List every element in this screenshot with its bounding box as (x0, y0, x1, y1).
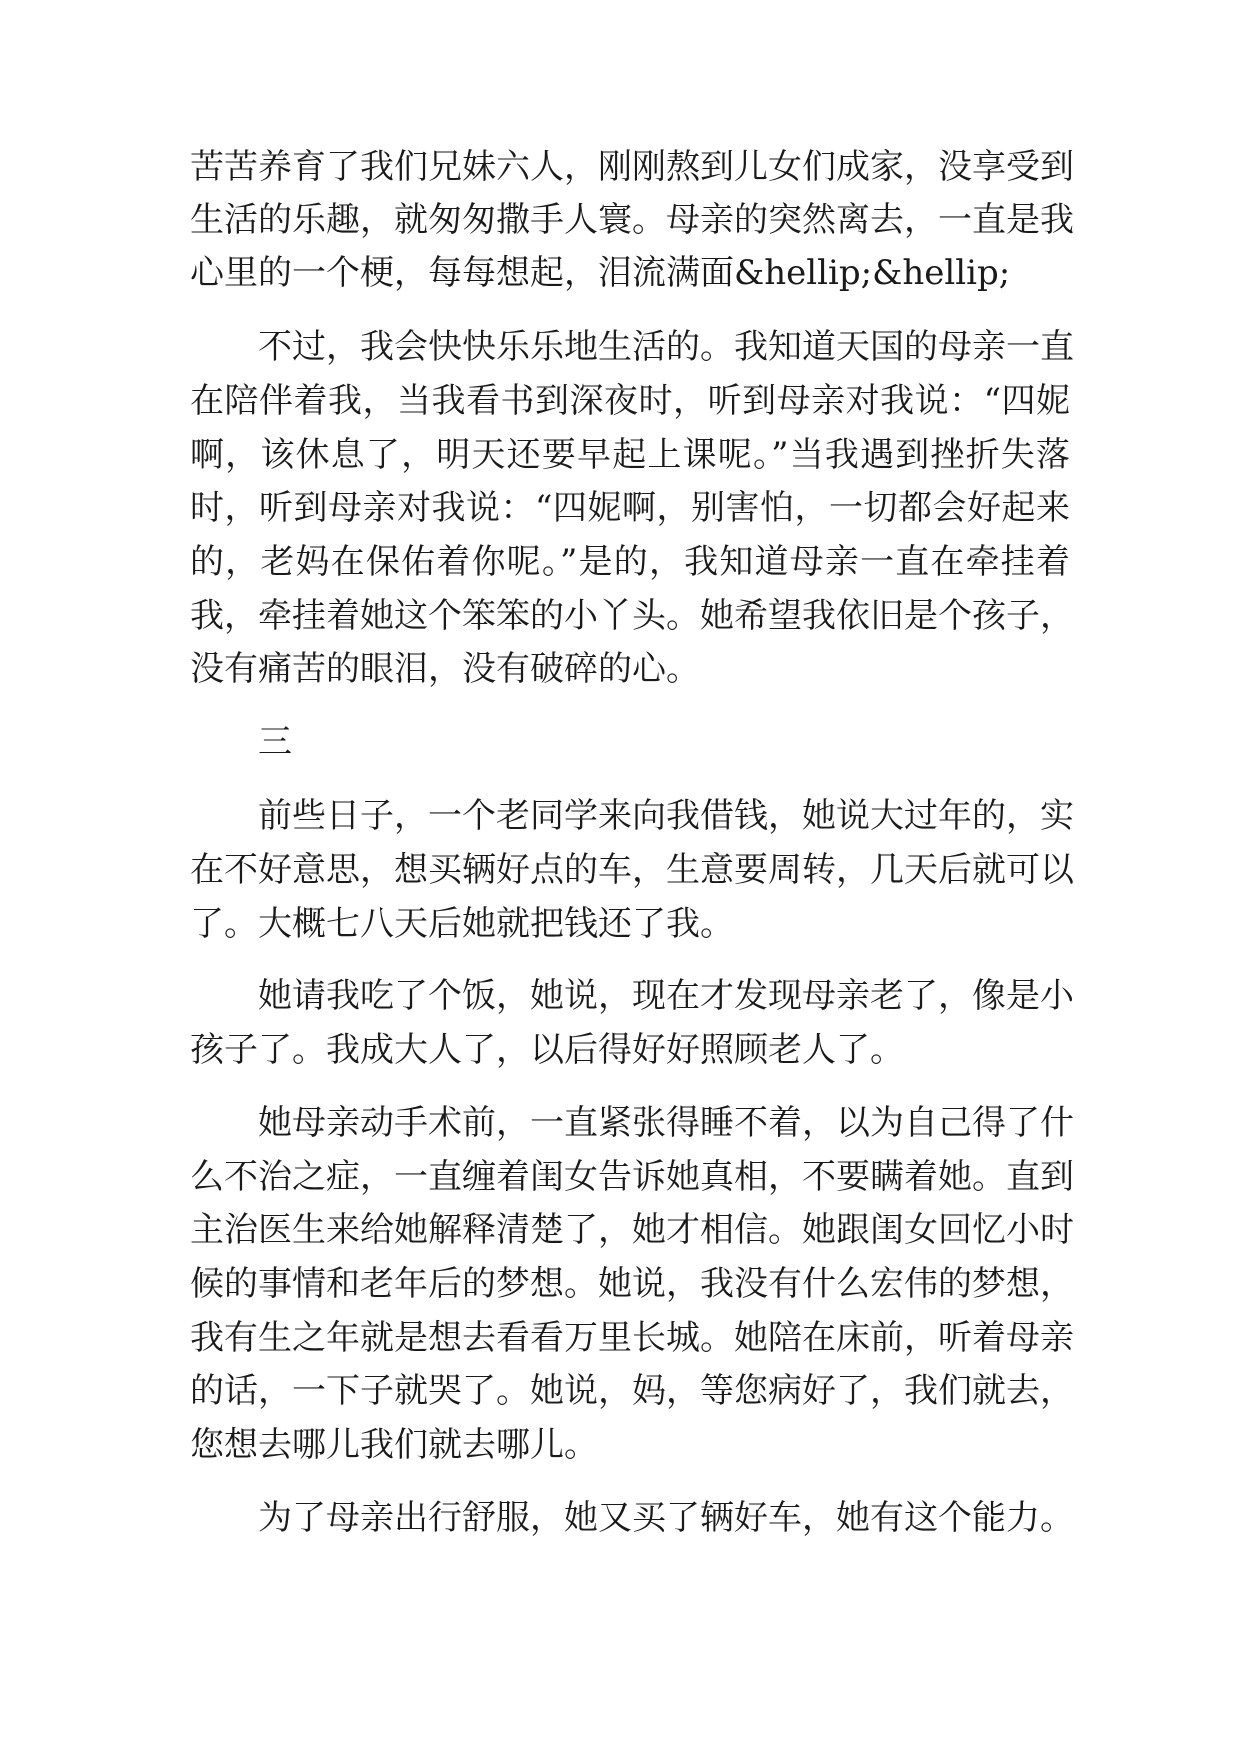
text-line: 的话，一下子就哭了。她说，妈，等您病好了，我们就去， (190, 1371, 1074, 1411)
text-line: 没有痛苦的眼泪，没有破碎的心。 (190, 649, 700, 689)
paragraph-first-line: 为了母亲出行舒服，她又买了辆好车，她有这个能力。 (258, 1498, 1074, 1538)
paragraph-first-line: 前些日子，一个老同学来向我借钱，她说大过年的，实 (258, 796, 1074, 836)
text-line: 孩子了。我成大人了，以后得好好照顾老人了。 (190, 1030, 904, 1070)
text-line: 了。大概七八天后她就把钱还了我。 (190, 904, 734, 944)
text-line: 苦苦养育了我们兄妹六人，刚刚熬到儿女们成家，没享受到 (190, 147, 1074, 187)
paragraph-first-line: 她母亲动手术前，一直紧张得睡不着，以为自己得了什 (258, 1103, 1074, 1143)
section-heading: 三 (258, 722, 292, 762)
text-line: 您想去哪儿我们就去哪儿。 (190, 1425, 598, 1465)
text-line: 心里的一个梗，每每想起，泪流满面&hellip;&hellip; (190, 253, 1011, 293)
text-line: 候的事情和老年后的梦想。她说，我没有什么宏伟的梦想， (190, 1264, 1074, 1304)
text-line: 我，牵挂着她这个笨笨的小丫头。她希望我依旧是个孩子， (190, 596, 1074, 636)
text-line: 在不好意思，想买辆好点的车，生意要周转，几天后就可以 (190, 850, 1074, 890)
text-line: 生活的乐趣，就匆匆撒手人寰。母亲的突然离去，一直是我 (190, 200, 1074, 240)
text-line: 主治医生来给她解释清楚了，她才相信。她跟闺女回忆小时 (190, 1210, 1074, 1250)
text-line: 在陪伴着我，当我看书到深夜时，听到母亲对我说：“四妮 (190, 381, 1070, 421)
text-line: 的，老妈在保佑着你呢。”是的，我知道母亲一直在牵挂着 (190, 542, 1070, 582)
text-line: 啊，该休息了，明天还要早起上课呢。”当我遇到挫折失落 (190, 435, 1070, 475)
text-line: 么不治之症，一直缠着闺女告诉她真相，不要瞒着她。直到 (190, 1157, 1074, 1197)
paragraph-first-line: 不过，我会快快乐乐地生活的。我知道天国的母亲一直 (258, 327, 1074, 367)
text-line: 我有生之年就是想去看看万里长城。她陪在床前，听着母亲 (190, 1318, 1074, 1358)
paragraph-first-line: 她请我吃了个饭，她说，现在才发现母亲老了，像是小 (258, 976, 1074, 1016)
text-line: 时，听到母亲对我说：“四妮啊，别害怕，一切都会好起来 (190, 488, 1070, 528)
